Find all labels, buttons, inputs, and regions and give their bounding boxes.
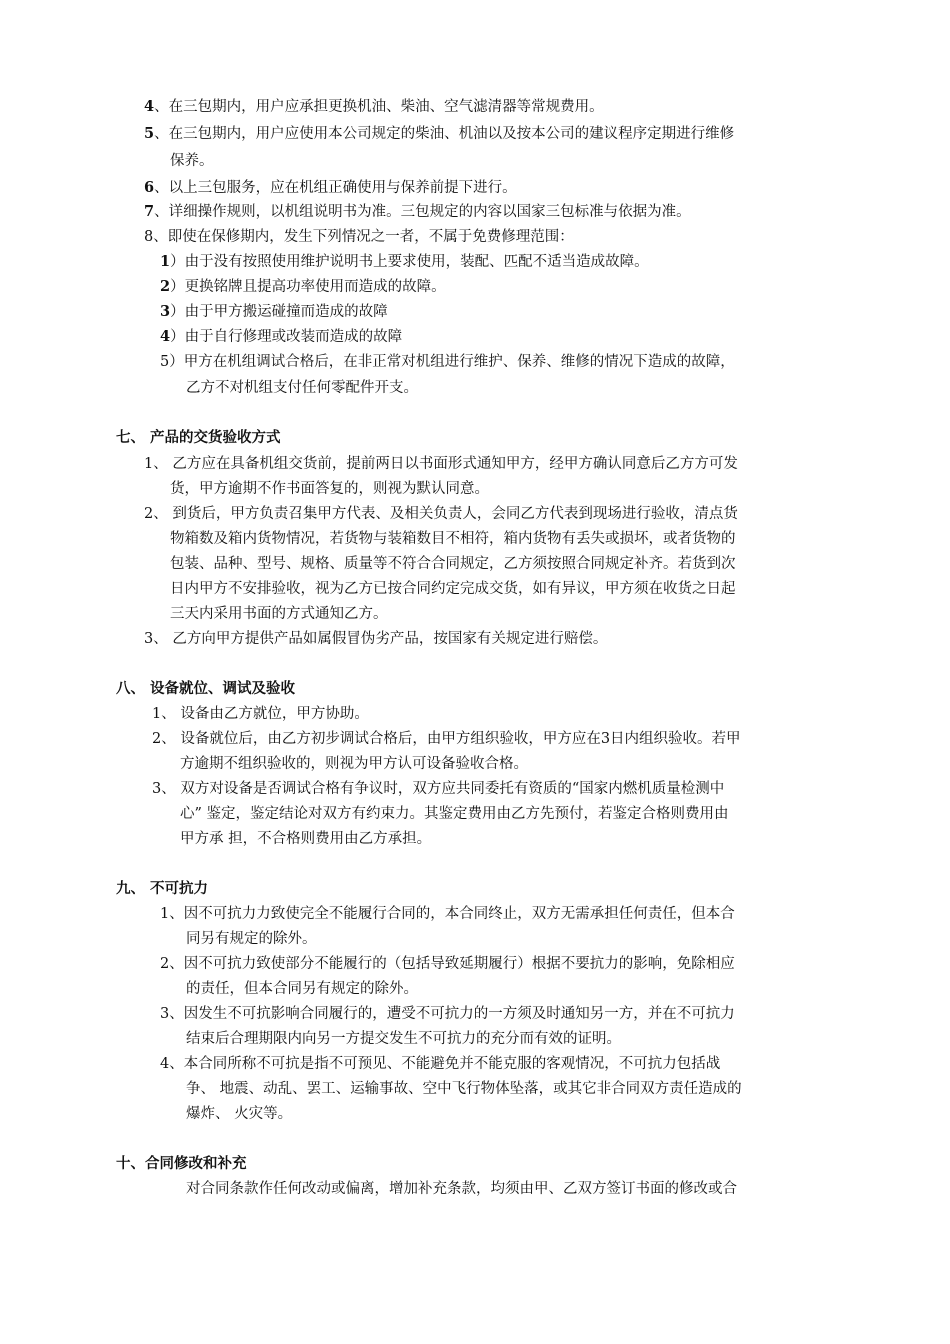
s8-p2-line2: 方逾期不组织验收的，则视为甲方认可设备验收合格。 bbox=[180, 756, 528, 772]
item-text: 、详细操作规则，以机组说明书为准。三包规定的内容以国家三包标准与依据为准。 bbox=[154, 204, 691, 220]
warranty-item-6 bbox=[144, 178, 517, 200]
exclusion-1 bbox=[160, 252, 649, 274]
warranty-item-7 bbox=[144, 202, 691, 224]
item-number: 5 bbox=[160, 354, 170, 370]
item-text: 、在三包期内，用户应承担更换机油、柴油、空气滤清器等常规费用。 bbox=[154, 99, 604, 115]
s7-p2-line3: 包装、品种、型号、规格、质量等不符合合同规定，乙方须按照合同规定补齐。若货到次 bbox=[170, 556, 736, 572]
s9-p3-line1: 3、因发生不可抗影响合同履行的，遭受不可抗力的一方须及时通知另一方，并在不可抗力 bbox=[160, 1006, 735, 1022]
s7-p2-line1: 2、 到货后，甲方负责召集甲方代表、及相关负责人，会同乙方代表到现场进行验收，清点货 bbox=[144, 506, 738, 522]
item-number: 3 bbox=[160, 303, 171, 320]
s8-p1-line1: 1、 设备由乙方就位，甲方协助。 bbox=[152, 706, 369, 722]
s9-p3-line2: 结束后合理期限内向另一方提交发生不可抗力的充分而有效的证明。 bbox=[186, 1031, 621, 1047]
item-text: ）由于自行修理或改装而造成的故障 bbox=[170, 329, 403, 345]
section-8-heading: 八、 设备就位、调试及验收 bbox=[116, 680, 296, 697]
section-7-heading: 七、 产品的交货验收方式 bbox=[116, 429, 281, 446]
s7-p3-line1: 3、 乙方向甲方提供产品如属假冒伪劣产品，按国家有关规定进行赔偿。 bbox=[144, 631, 608, 647]
item-number: 6 bbox=[144, 179, 155, 196]
exclusion-3 bbox=[160, 302, 388, 324]
item-number: 1 bbox=[160, 253, 171, 270]
item-number: 2 bbox=[160, 278, 171, 295]
section-9-heading: 九、 不可抗力 bbox=[116, 880, 209, 897]
warranty-item-4 bbox=[144, 97, 604, 119]
item-text: 、以上三包服务，应在机组正确使用与保养前提下进行。 bbox=[154, 180, 517, 196]
s9-p2-line2: 的责任，但本合同另有规定的除外。 bbox=[186, 981, 418, 997]
s9-p1-line1: 1、因不可抗力力致使完全不能履行合同的，本合同终止，双方无需承担任何责任，但本合 bbox=[160, 906, 735, 922]
item-text: ）由于甲方搬运碰撞而造成的故障 bbox=[170, 304, 388, 320]
warranty-item-5-cont: 保养。 bbox=[170, 153, 214, 169]
item-number: 5 bbox=[144, 125, 155, 142]
s8-p3-line1: 3、 双方对设备是否调试合格有争议时，双方应共同委托有资质的“国家内燃机质量检测中 bbox=[152, 781, 725, 797]
item-number: 7 bbox=[144, 203, 155, 220]
s9-p1-line2: 同另有规定的除外。 bbox=[186, 931, 317, 947]
exclusion-4 bbox=[160, 327, 402, 349]
s9-p2-line1: 2、因不可抗力致使部分不能履行的（包括导致延期履行）根据不要抗力的影响，免除相应 bbox=[160, 956, 735, 972]
item-text: ）甲方在机组调试合格后，在非正常对机组进行维护、保养、维修的情况下造成的故障， bbox=[169, 354, 735, 370]
item-number: 4 bbox=[144, 98, 155, 115]
s7-p2-line4: 日内甲方不安排验收，视为乙方已按合同约定完成交货，如有异议，甲方须在收货之日起 bbox=[170, 581, 736, 597]
s7-p1-line1: 1、 乙方应在具备机组交货前，提前两日以书面形式通知甲方，经甲方确认同意后乙方方可发 bbox=[144, 456, 738, 472]
section-10-heading: 十、合同修改和补充 bbox=[116, 1155, 247, 1172]
s9-p4-line3: 爆炸、 火灾等。 bbox=[186, 1106, 293, 1122]
exclusion-2 bbox=[160, 277, 446, 299]
s9-p4-line1: 4、本合同所称不可抗是指不可预见、不能避免并不能克服的客观情况，不可抗力包括战 bbox=[160, 1056, 721, 1072]
s7-p2-line5: 三天内采用书面的方式通知乙方。 bbox=[170, 606, 388, 622]
exclusion-5 bbox=[160, 352, 735, 374]
s10-p1-line1: 对合同条款作任何改动或偏离，增加补充条款，均须由甲、乙双方签订书面的修改或合 bbox=[186, 1181, 737, 1197]
s8-p3-line3: 甲方承 担，不合格则费用由乙方承担。 bbox=[180, 831, 432, 847]
item-number: 4 bbox=[160, 328, 171, 345]
item-text: 、在三包期内，用户应使用本公司规定的柴油、机油以及按本公司的建议程序定期进行维修 bbox=[154, 126, 735, 142]
s7-p2-line2: 物箱数及箱内货物情况，若货物与装箱数目不相符，箱内货物有丢失或损坏，或者货物的 bbox=[170, 531, 736, 547]
s8-p2-line1: 2、 设备就位后，由乙方初步调试合格后，由甲方组织验收，甲方应在3日内组织验收。若甲 bbox=[152, 731, 741, 747]
warranty-item-5 bbox=[144, 124, 734, 146]
s9-p4-line2: 争、 地震、动乱、罢工、运输事故、空中飞行物体坠落，或其它非合同双方责任造成的 bbox=[186, 1081, 742, 1097]
exclusion-5-cont: 乙方不对机组支付任何零配件开支。 bbox=[186, 380, 418, 396]
s7-p1-line2: 货，甲方逾期不作书面答复的，则视为默认同意。 bbox=[170, 481, 489, 497]
s8-p3-line2: 心” 鉴定，鉴定结论对双方有约束力。其鉴定费用由乙方先预付，若鉴定合格则费用由 bbox=[180, 806, 729, 822]
item-text: ）由于没有按照使用维护说明书上要求使用，装配、匹配不适当造成故障。 bbox=[170, 254, 649, 270]
warranty-item-8: 8、即使在保修期内，发生下列情况之一者，不属于免费修理范围： bbox=[144, 229, 574, 245]
item-text: ）更换铭牌且提高功率使用而造成的故障。 bbox=[170, 279, 446, 295]
